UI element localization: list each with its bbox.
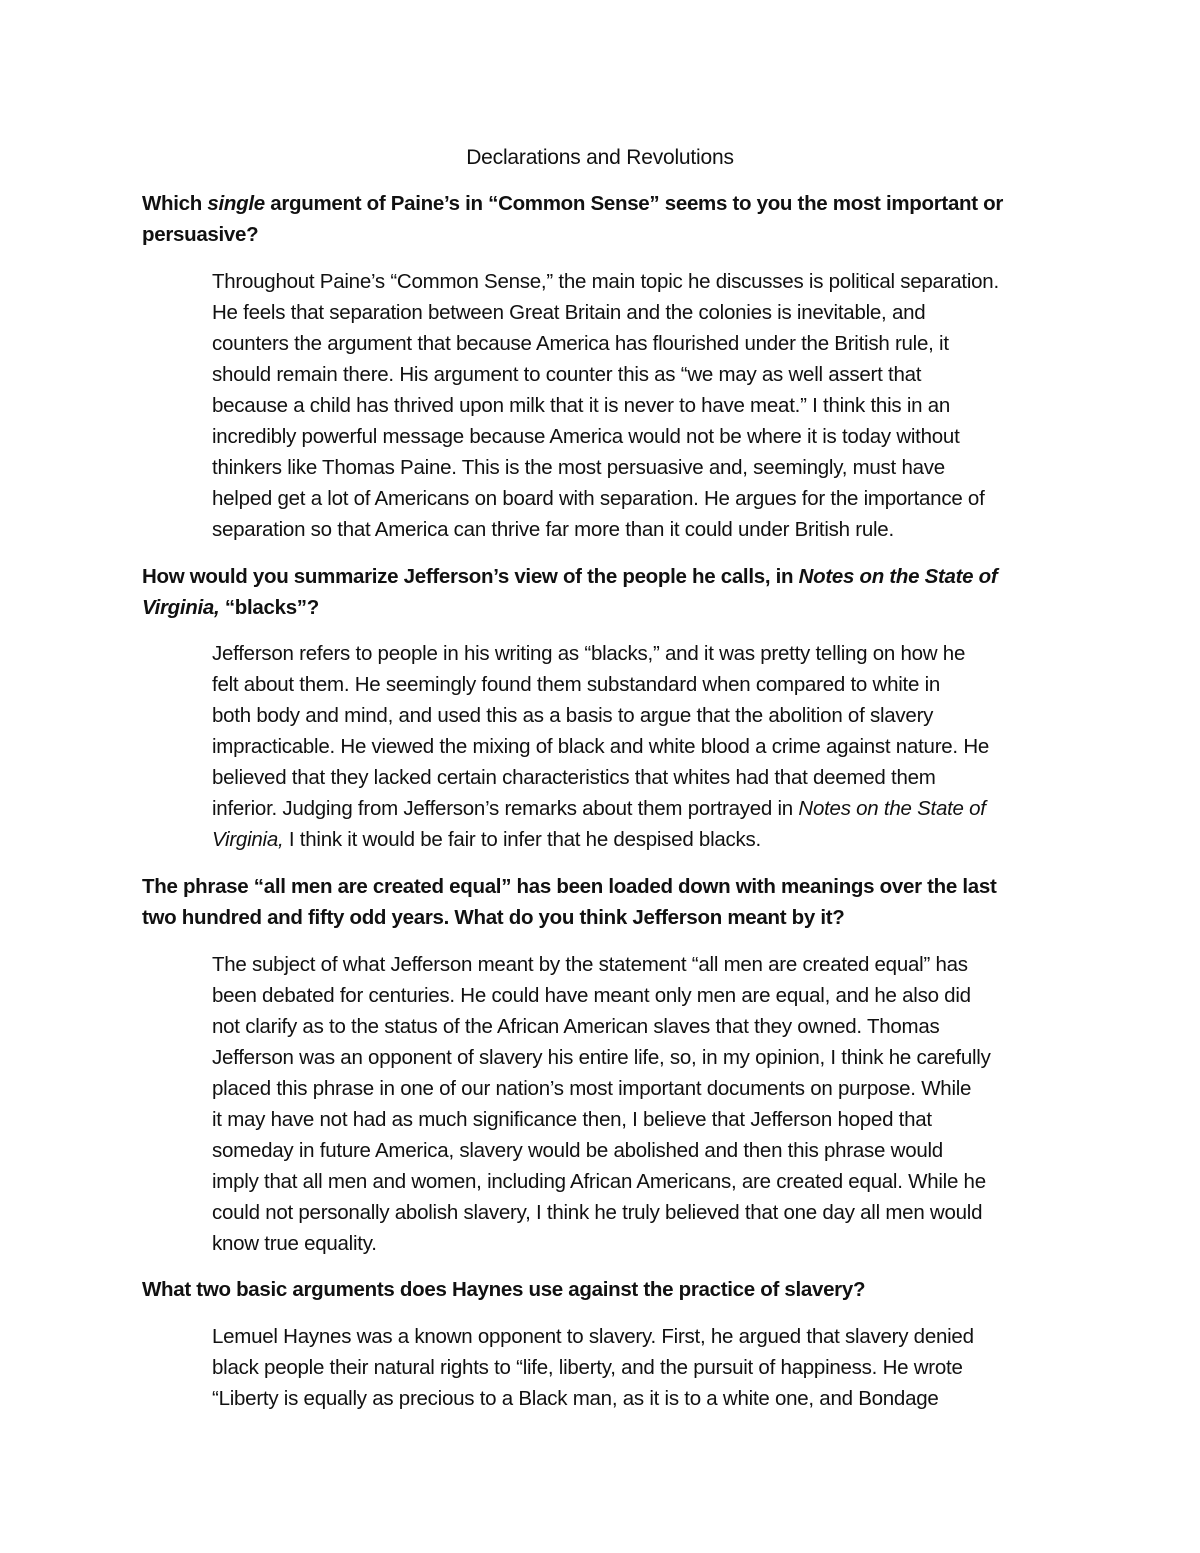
document-title: Declarations and Revolutions: [466, 146, 734, 169]
question-line: What two basic arguments does Haynes use against the practice of slavery?: [142, 1278, 866, 1301]
answer-line: both body and mind, and used this as a basis to argue that the abolition of slavery: [212, 704, 934, 727]
answer-line: separation so that America can thrive far more than it could under British rule.: [212, 518, 894, 541]
answer-line: He feels that separation between Great Britain and the colonies is inevitable, and: [212, 301, 926, 324]
answer-line: The subject of what Jefferson meant by the statement “all men are created equal” has: [212, 953, 968, 976]
question-4: [142, 1274, 1062, 1305]
answer-line: helped get a lot of Americans on board with separation. He argues for the importance of: [212, 487, 985, 510]
question-line: Which single argument of Paine’s in “Common Sense” seems to you the most important or: [142, 192, 1004, 215]
answer-line: thinkers like Thomas Paine. This is the most persuasive and, seemingly, must have: [212, 456, 945, 479]
answer-line: Lemuel Haynes was a known opponent to slavery. First, he argued that slavery denied: [212, 1325, 974, 1348]
answer-line: black people their natural rights to “life, liberty, and the pursuit of happiness. He wrote: [212, 1356, 963, 1379]
answer-line: Jefferson refers to people in his writing as “blacks,” and it was pretty telling on how he: [212, 642, 966, 665]
answer-line: it may have not had as much significance then, I believe that Jefferson hoped that: [212, 1108, 932, 1131]
question-2: [142, 561, 1062, 623]
answer-line: could not personally abolish slavery, I think he truly believed that one day all men would: [212, 1201, 983, 1224]
answer-line: counters the argument that because America has flourished under the British rule, it: [212, 332, 949, 355]
answer-2: [212, 638, 1062, 855]
question-line: How would you summarize Jefferson’s view of the people he calls, in Notes on the State of: [142, 565, 998, 588]
answer-line: placed this phrase in one of our nation’s most important documents on purpose. While: [212, 1077, 972, 1100]
answer-line: felt about them. He seemingly found them substandard when compared to white in: [212, 673, 941, 696]
question-3: [142, 871, 1062, 933]
answer-3: [212, 949, 1062, 1259]
answer-line: been debated for centuries. He could have meant only men are equal, and he also did: [212, 984, 971, 1007]
answer-line: Virginia, I think it would be fair to infer that he despised blacks.: [212, 828, 761, 851]
answer-1: [212, 266, 1062, 545]
answer-line: inferior. Judging from Jefferson’s remarks about them portrayed in Notes on the State of: [212, 797, 986, 820]
answer-line: impracticable. He viewed the mixing of black and white blood a crime against nature. He: [212, 735, 990, 758]
answer-line: because a child has thrived upon milk that it is never to have meat.” I think this in an: [212, 394, 951, 417]
answer-line: should remain there. His argument to counter this as “we may as well assert that: [212, 363, 922, 386]
answer-line: someday in future America, slavery would be abolished and then this phrase would: [212, 1139, 943, 1162]
question-line: The phrase “all men are created equal” has been loaded down with meanings over the last: [142, 875, 997, 898]
question-line: two hundred and fifty odd years. What do you think Jefferson meant by it?: [142, 906, 845, 929]
answer-line: “Liberty is equally as precious to a Black man, as it is to a white one, and Bondage: [212, 1387, 939, 1410]
answer-line: incredibly powerful message because America would not be where it is today without: [212, 425, 960, 448]
question-1: [142, 188, 1062, 250]
question-line: Virginia, “blacks”?: [142, 596, 319, 619]
answer-line: know true equality.: [212, 1232, 377, 1255]
answer-line: imply that all men and women, including African Americans, are created equal. While he: [212, 1170, 986, 1193]
answer-line: Throughout Paine’s “Common Sense,” the main topic he discusses is political separation.: [212, 270, 999, 293]
question-line: persuasive?: [142, 223, 259, 246]
answer-4: [212, 1321, 1062, 1414]
answer-line: not clarify as to the status of the African American slaves that they owned. Thomas: [212, 1015, 940, 1038]
answer-line: Jefferson was an opponent of slavery his entire life, so, in my opinion, I think he carefully: [212, 1046, 991, 1069]
answer-line: believed that they lacked certain characteristics that whites had that deemed them: [212, 766, 936, 789]
